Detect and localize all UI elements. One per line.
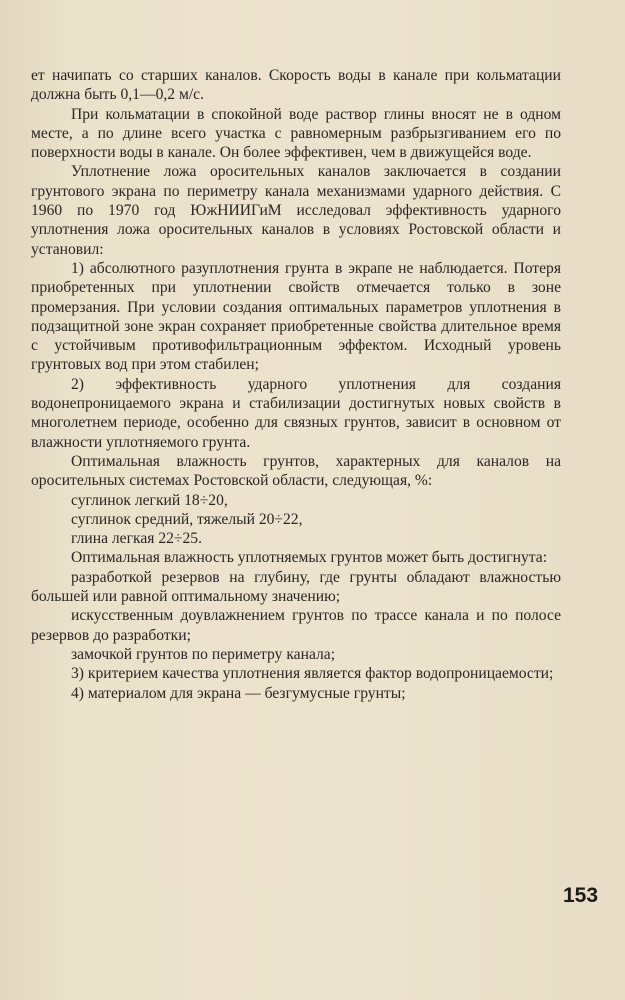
paragraph-point-1: 1) абсолютного разуплотнения грунта в экрапе не наблюдается. Потеря приобретенных при уплотнении свойств отмечается только в зоне промерзания. При условии создания оптимальных параметров уплотнения в подзащитной зоне экран сохраняет приобретенные свойства длительное время с устойчивым противофильтрационным эффектом. Исходный уровень грунтовых вод при этом стабилен; <box>31 259 561 374</box>
paragraph-still-water: При кольматации в спокойной воде раствор глины вносят не в одном месте, а по длине всего участка с равномерным разбрызгиванием его по поверхности воды в канале. Он более эффективен, чем в движущейся воде. <box>31 105 561 162</box>
paragraph-moisture-achieved: Оптимальная влажность уплотняемых грунтов может быть достигнута: <box>71 549 548 567</box>
list-item-medium-loam: суглинок средний, тяжелый 20÷22, <box>71 510 303 528</box>
paragraph-water-speed: ет начипать со старших каналов. Скорость воды в канале при кольматации должна быть 0,1—0,2 м/с. <box>31 67 561 104</box>
list-item-reserves: разработкой резервов на глубину, где грунты обладают влажностью большей или равной оптимальному значению; <box>31 568 561 606</box>
paragraph-compaction: Уплотнение ложа оросительных каналов заключается в создании грунтового экрана по периметру канала механизмами ударного действия. С 1960 по 1970 год ЮжНИИГиМ исследовал эффективность ударного уплотнения ложа оросительных каналов в условиях Ростовской области и установил: <box>31 163 561 258</box>
list-item-light-clay: глина легкая 22÷25. <box>71 530 202 548</box>
list-item-soaking: замочкой грунтов по периметру канала; <box>71 645 336 663</box>
page-body-text <box>31 66 561 703</box>
paragraph-optimal-moisture: Оптимальная влажность грунтов, характерных для каналов на оросительных системах Ростовской области, следующая, %: <box>31 452 561 490</box>
paragraph-point-3: 3) критерием качества уплотнения является фактор водопроницаемости; <box>71 665 554 683</box>
page-number: 153 <box>563 884 599 907</box>
list-item-artificial-wetting: искусственным доувлажнением грунтов по трассе канала и по полосе резервов до разработки; <box>31 607 561 644</box>
list-item-light-loam: суглинок легкий 18÷20, <box>71 491 228 509</box>
paragraph-point-2: 2) эффективность ударного уплотнения для создания водонепроницаемого экрана и стабилизации достигнутых новых свойств в многолетнем периоде, особенно для связных грунтов, зависит в основном от влажности уплотняемого грунта. <box>31 375 561 451</box>
paragraph-point-4: 4) материалом для экрана — безгумусные грунты; <box>71 684 406 702</box>
